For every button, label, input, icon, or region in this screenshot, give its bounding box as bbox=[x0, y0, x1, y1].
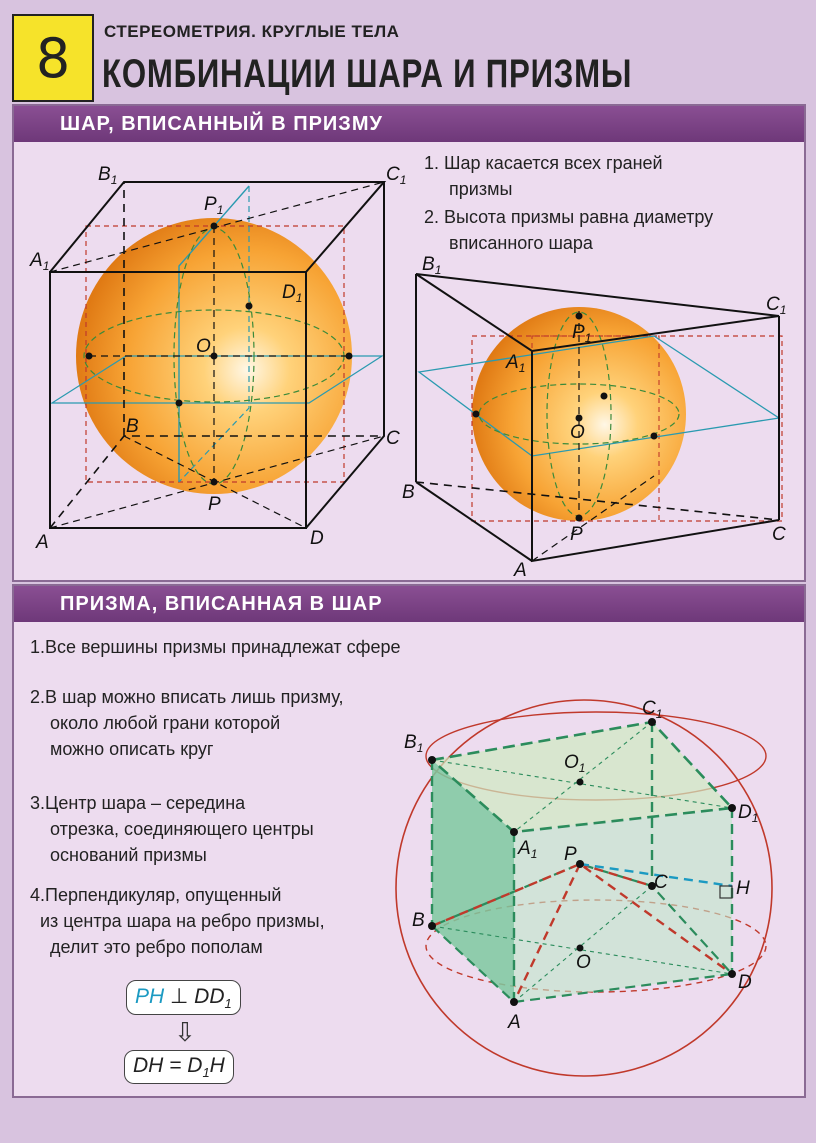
section-inscribed-prism bbox=[12, 584, 806, 1098]
inscribed-prism-figure bbox=[14, 586, 804, 1096]
label-cube-C1: $C_1$ bbox=[386, 164, 407, 187]
label-tri-B1: $B_1$ bbox=[422, 254, 442, 277]
label-cube-B1: $B_1$ bbox=[98, 164, 118, 187]
triangular-prism-figure bbox=[416, 274, 782, 561]
label-tri-A: A bbox=[514, 560, 527, 580]
rule2-4: 4.Перпендикуляр, опущенный из центра шара на ребро призмы, делит это ребро пополам bbox=[30, 885, 325, 957]
label-hex-O: O bbox=[576, 952, 591, 973]
rule-1: 1. Шар касается всех граней призмы bbox=[424, 153, 663, 199]
rule2-3: 3.Центр шара – середина отрезка, соединяющего центры оснований призмы bbox=[30, 793, 314, 865]
label-hex-B1: $B_1$ bbox=[404, 732, 424, 755]
label-hex-B: B bbox=[412, 910, 425, 931]
label-cube-C: C bbox=[386, 428, 400, 449]
rule2-2: 2.В шар можно вписать лишь призму, около любой грани которой можно описать круг bbox=[30, 687, 344, 759]
label-cube-B: B bbox=[126, 416, 139, 437]
label-cube-A1: $A_1$ bbox=[30, 250, 50, 273]
cube-prism-figure bbox=[50, 182, 384, 528]
rule2-1: 1.Все вершины призмы принадлежат сфере bbox=[30, 637, 401, 657]
chapter-number: 8 bbox=[12, 14, 94, 102]
label-hex-A1: $A_1$ bbox=[518, 838, 538, 861]
label-tri-P: P bbox=[570, 524, 583, 545]
label-hex-A: A bbox=[508, 1012, 521, 1033]
label-cube-P: P bbox=[208, 494, 221, 515]
label-tri-C1: $C_1$ bbox=[766, 294, 787, 317]
label-hex-D1: $D_1$ bbox=[738, 802, 759, 825]
inscribed-sphere-figures bbox=[14, 106, 804, 580]
label-cube-D: D bbox=[310, 528, 324, 549]
section-header-2: ПРИЗМА, ВПИСАННАЯ В ШАР bbox=[14, 586, 804, 622]
label-tri-A1: $A_1$ bbox=[506, 352, 526, 375]
section-inscribed-sphere bbox=[12, 104, 806, 582]
label-hex-C1: $C_1$ bbox=[642, 698, 663, 721]
formula-equal-halves: DH = $D_1H$ bbox=[124, 1050, 234, 1084]
page-title: КОМБИНАЦИИ ШАРА И ПРИЗМЫ bbox=[102, 52, 633, 96]
arrow-down-icon: ⇩ bbox=[174, 1018, 196, 1048]
section-header: ШАР, ВПИСАННЫЙ В ПРИЗМУ bbox=[14, 106, 804, 142]
label-cube-D1: $D_1$ bbox=[282, 282, 303, 305]
rule-2: 2. Высота призмы равна диаметру вписанного шара bbox=[424, 207, 714, 253]
label-hex-P: P bbox=[564, 844, 577, 865]
label-tri-O: O bbox=[570, 422, 585, 443]
label-hex-D: D bbox=[738, 972, 752, 993]
label-hex-C: C bbox=[654, 872, 668, 893]
label-hex-H: H bbox=[736, 878, 750, 899]
label-cube-P1: $P_1$ bbox=[204, 194, 224, 217]
label-tri-C: C bbox=[772, 524, 786, 545]
label-hex-O1: $O_1$ bbox=[564, 752, 586, 775]
label-tri-P1: $P_1$ bbox=[572, 322, 592, 345]
label-tri-B: B bbox=[402, 482, 415, 503]
label-cube-A: A bbox=[36, 532, 49, 553]
formula-perpendicular: PH ⊥ $DD_1$ bbox=[126, 980, 241, 1015]
chapter-subtitle: СТЕРЕОМЕТРИЯ. КРУГЛЫЕ ТЕЛА bbox=[104, 22, 400, 41]
label-cube-O: O bbox=[196, 336, 211, 357]
